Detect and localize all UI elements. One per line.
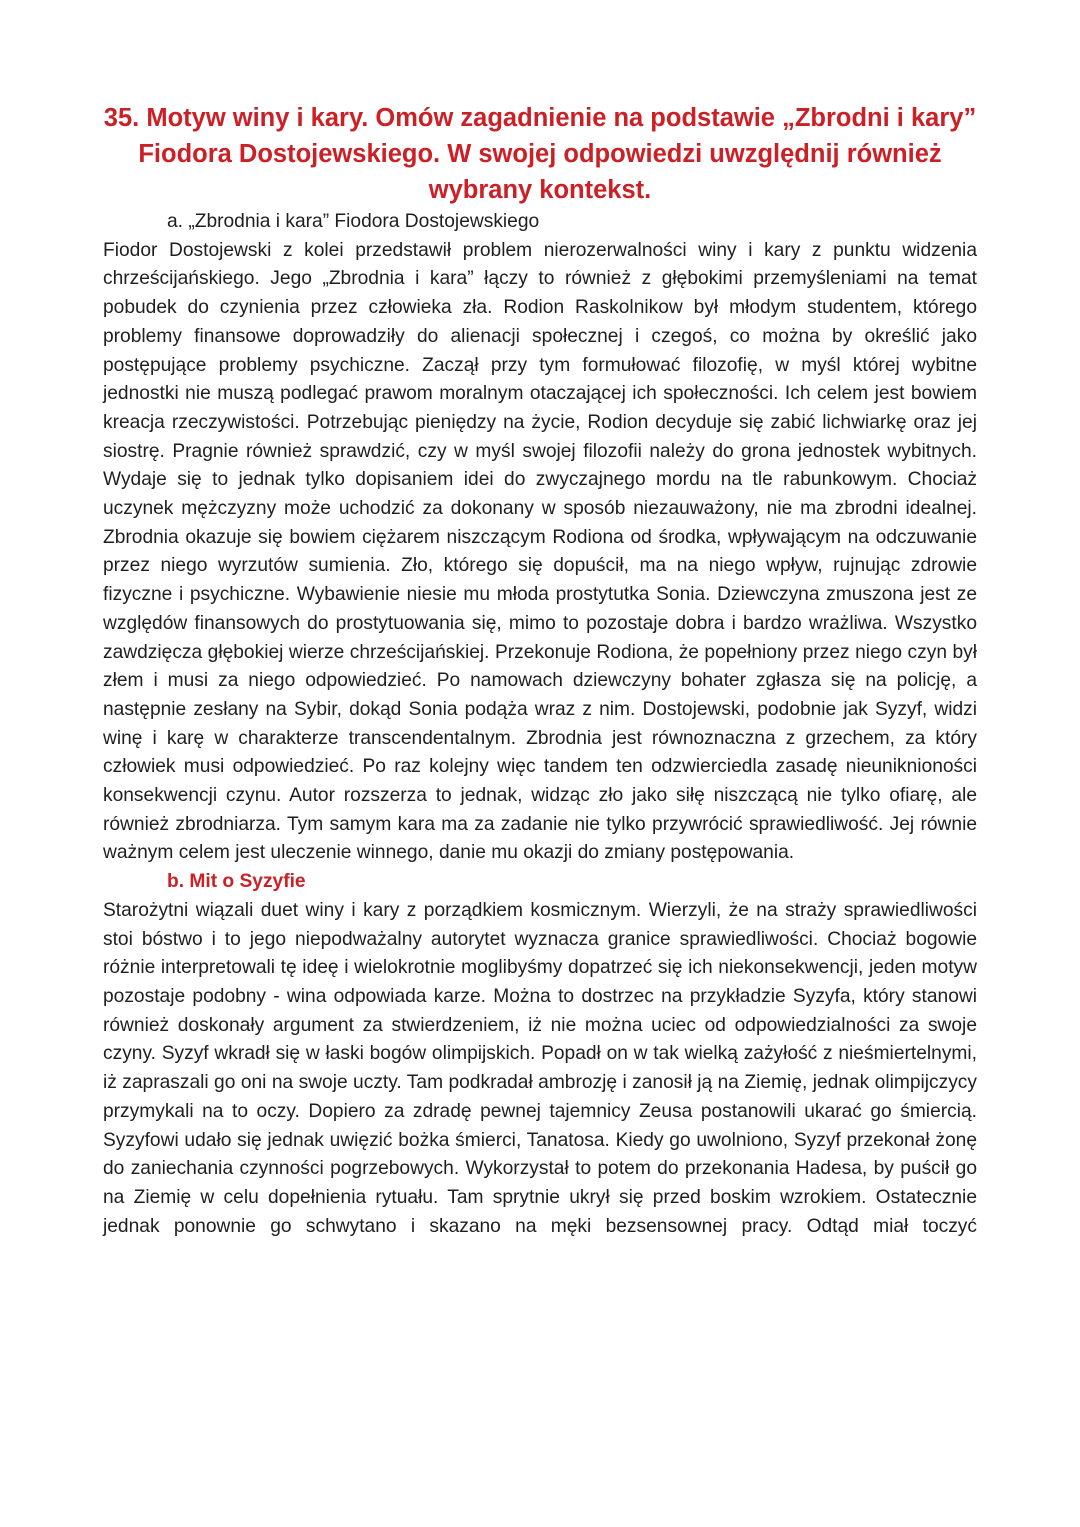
section-a-body: Fiodor Dostojewski z kolei przedstawił problem nierozerwalności winy i kary z punktu widzenia chrześcijańskiego. Jego „Zbrodnia i kara” łączy to również z głębokimi przemyśleniami na temat pobudek do czynienia przez człowieka zła. Rodion Raskolnikow był młodym studentem, którego problemy finansowe doprowadziły do alienacji społecznej i czegoś, co można by określić jako postępujące problemy psychiczne. Zaczął przy tym formułować filozofię, w myśl której wybitne jednostki nie muszą podlegać prawom moralnym otaczającej ich społeczności. Ich celem jest bowiem kreacja rzeczywistości. Potrzebując pieniędzy na życie, Rodion decyduje się zabić lichwiarkę oraz jej siostrę. Pragnie również sprawdzić, czy w myśl swojej filozofii należy do grona jednostek wybitnych. Wydaje się to jednak tylko dopisaniem idei do zwyczajnego mordu na tle rabunkowym. Chociaż uczynek mężczyzny może uchodzić za dokonany w sposób niezauważony, nie ma zbrodni idealnej. Zbrodnia okazuje się bowiem ciężarem niszczącym Rodiona od środka, wpływającym na odczuwanie przez niego wyrzutów sumienia. Zło, którego się dopuścił, ma na niego wpływ, rujnując zdrowie fizyczne i psychiczne. Wybawienie niesie mu młoda prostytutka Sonia. Dziewczyna zmuszona jest ze względów finansowych do prostytuowania się, mimo to pozostaje dobra i bardzo wrażliwa. Wszystko zawdzięcza głębokiej wierze chrześcijańskiej. Przekonuje Rodiona, że popełniony przez niego czyn był złem i musi za niego odpowiedzieć. Po namowach dziewczyny bohater zgłasza się na policję, a następnie zesłany na Sybir, dokąd Sonia podąża wraz z nim. Dostojewski, podobnie jak Syzyf, widzi winę i karę w charakterze transcendentalnym. Zbrodnia jest równoznaczna z grzechem, za który człowiek musi odpowiedzieć. Po raz kolejny więc tandem ten odzwierciedla zasadę nieuniknioności konsekwencji czynu. Autor rozszerza to jednak, widząc zło jako siłę niszczącą nie tylko ofiarę, ale również zbrodniarza. Tym samym kara ma za zadanie nie tylko przywrócić sprawiedliwość. Jej równie ważnym celem jest uleczenie winnego, danie mu okazji do zmiany postępowania. <box>103 239 977 864</box>
section-a-heading: a. „Zbrodnia i kara” Fiodora Dostojewskiego <box>167 211 540 232</box>
document-page <box>103 100 977 1241</box>
document-title: 35. Motyw winy i kary. Omów zagadnienie na podstawie „Zbrodni i kary” Fiodora Dostojewskiego. W swojej odpowiedzi uwzględnij również wybrany kontekst. <box>103 104 977 204</box>
section-b-heading: b. Mit o Syzyfie <box>167 871 306 893</box>
section-b-body: Starożytni wiązali duet winy i kary z porządkiem kosmicznym. Wierzyli, że na straży sprawiedliwości stoi bóstwo i to jego niepodważalny autorytet wyznacza granice sprawiedliwości. Chociaż bogowie różnie interpretowali tę ideę i wielokrotnie moglibyśmy dopatrzeć się ich niekonsekwencji, jeden motyw pozostaje podobny - wina odpowiada karze. Można to dostrzec na przykładzie Syzyfa, który stanowi również doskonały argument za stwierdzeniem, iż nie można uciec od odpowiedzialności za swoje czyny. Syzyf wkradł się w łaski bogów olimpijskich. Popadł on w tak wielką zażyłość z nieśmiertelnymi, iż zapraszali go oni na swoje uczty. Tam podkradał ambrozję i zanosił ją na Ziemię, jednak olimpijczycy przymykali na to oczy. Dopiero za zdradę pewnej tajemnicy Zeusa postanowili ukarać go śmiercią. Syzyfowi udało się jednak uwięzić bożka śmierci, Tanatosa. Kiedy go uwolniono, Syzyf przekonał żonę do zaniechania czynności pogrzebowych. Wykorzystał to potem do przekonania Hadesa, by puścił go na Ziemię w celu dopełnienia rytuału. Tam sprytnie ukrył się przed boskim wzrokiem. Ostatecznie jednak ponownie go schwytano i skazano na męki bezsensownej pracy. Odtąd miał toczyć <box>103 899 977 1237</box>
